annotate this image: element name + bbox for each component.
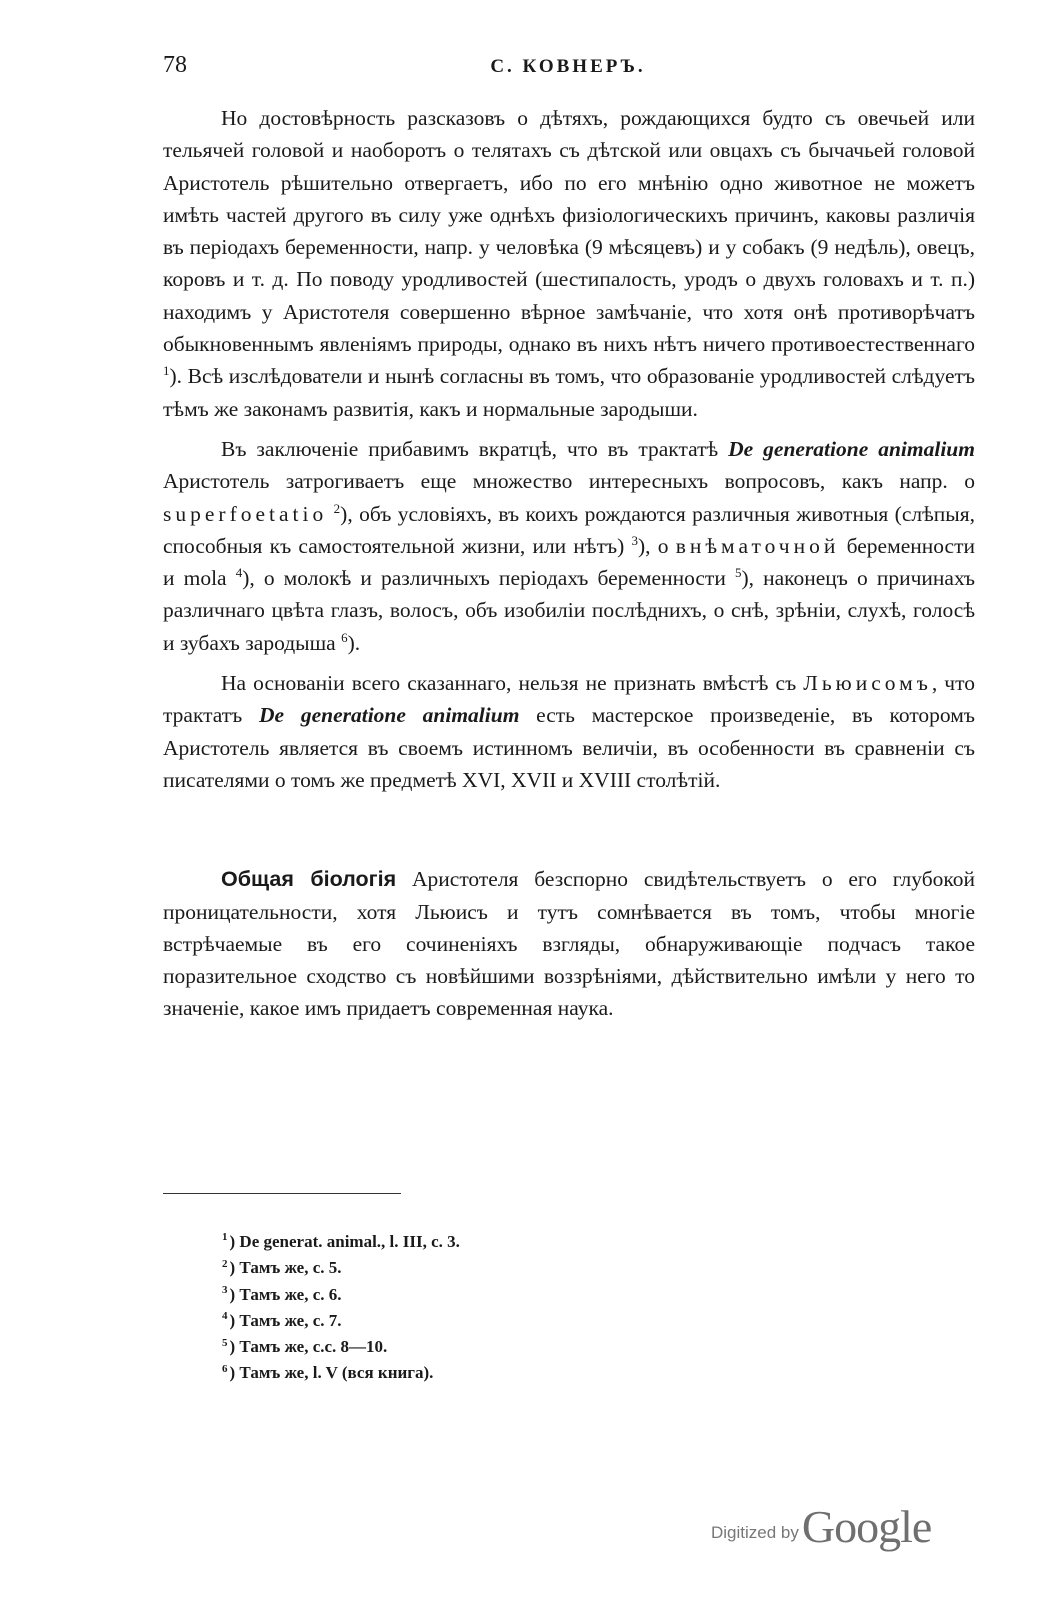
paragraph-2: Въ заключеніе прибавимъ вкратцѣ, что въ трактатѣ De generatione animalium Аристотель затрогиваетъ еще множество интересныхъ вопросовъ, какъ напр. о superfoetatio $^2$), объ условіяхъ, въ коихъ рождаются различныя животныя (слѣпыя, способныя къ самостоятельной жизни, или нѣтъ) $^3$), о внѣматочной беременности и mola $^4$), о молокѣ и различныхъ періодахъ беременности $^5$), наконецъ о причинахъ различнаго цвѣта глазъ, волосъ, объ изобиліи послѣднихъ, о снѣ, зрѣніи, слухѣ, голосѣ и зубахъ зародыша $^6$). — [163, 436, 976, 655]
google-logo: Google — [801, 1501, 932, 1552]
footnote-ref-4: 4 — [235, 565, 243, 580]
paragraph-2-text-c: , объ условіяхъ, въ коихъ рождаются различныя животныя (слѣпыя, способныя къ самостоятельной жизни, или нѣтъ) — [163, 501, 976, 558]
footnote — [222, 1229, 922, 1255]
footnote-ref-2: 2 — [333, 500, 341, 516]
footnote-mark: 6 — [222, 1362, 228, 1375]
footnote-mark: 5 — [222, 1336, 228, 1349]
footnote-text: ) Тамъ же, с.с. 8—10. — [229, 1337, 388, 1357]
footnote-text: ) Тамъ же, с. 7. — [229, 1310, 342, 1330]
treatise-title-2: De generatione animalium — [259, 703, 520, 728]
page-header — [163, 52, 973, 88]
paragraph-3-text-b: , что трактатъ — [163, 671, 975, 728]
footnote-text: ) De generat. animal., l. III, c. 3. — [229, 1232, 460, 1251]
paragraph-2-text-b: Аристотель затрогиваетъ еще множество интересныхъ вопросовъ, какъ напр. о — [163, 469, 975, 494]
paragraph-2-text-e: беременности и mola — [163, 533, 975, 591]
footnote-ref-3: 3 — [631, 532, 638, 548]
paragraph-2-text-g: , наконецъ о причинахъ различнаго цвѣта глазъ, волосъ, объ изобиліи послѣднихъ, о снѣ, зрѣніи, слухѣ, голосѣ и зубахъ зародыша — [163, 566, 976, 655]
footnote-mark: 2 — [222, 1257, 228, 1270]
footnote — [222, 1308, 922, 1334]
digitized-watermark — [711, 1500, 931, 1553]
paragraph-1-tail: . Всѣ изслѣдователи и нынѣ согласны въ томъ, что образованіе уродливостей слѣдуетъ тѣмъ же законамъ развитія, какъ и нормальные зародыши. — [163, 364, 975, 421]
footnote-ref-5: 5 — [734, 565, 742, 580]
treatise-title: De generatione animalium — [728, 436, 975, 461]
body-text — [163, 102, 975, 1025]
paragraph-3-text-a: На основаніи всего сказаннаго, нельзя не признать вмѣстѣ съ — [221, 671, 804, 696]
paragraph-1-text: Но достовѣрность разсказовъ о дѣтяхъ, рождающихся будто съ овечьей или тельячей головой и наоборотъ о телятахъ съ дѣтской или овцахъ съ бычачьей головой Аристотель рѣшительно отвергаетъ, ибо по его мнѣнію одно животное не можетъ имѣть частей другого въ силу уже однѣхъ физіологическихъ причинъ, каковы различія въ періодахъ беременности, напр. у человѣка (9 мѣсяцевъ) и у собакъ (9 недѣль), овецъ, коровъ и т. д. По поводу уродливостей (шестипалость, уродъ о двухъ головахъ и т. п.) находимъ у Аристотеля совершенно вѣрное замѣчаніе, что хотя онѣ противорѣчатъ обыкновеннымъ явленіямъ природы, однако въ нихъ нѣтъ ничего противоестественнаго — [163, 106, 975, 357]
footnote — [222, 1334, 922, 1360]
page-number: 78 — [163, 52, 187, 78]
watermark-prefix: Digitized by — [711, 1523, 799, 1542]
footnotes — [222, 1229, 922, 1387]
paragraph-2-text-d: , о — [645, 533, 676, 558]
running-head: С. КОВНЕРЪ. — [490, 56, 646, 77]
paragraph-3-text-c: есть мастерское произведеніе, въ которомъ Аристотель является въ своемъ истинномъ величіи, въ особенности въ сравненіи съ писателями о томъ же предметѣ XVI, XVII и XVIII столѣтій. — [163, 703, 975, 792]
footnote — [222, 1360, 922, 1386]
footnote-text: ) Тамъ же, l. V (вся книга). — [229, 1363, 434, 1383]
paragraph-1: Но достовѣрность разсказовъ о дѣтяхъ, рождающихся будто съ овечьей или тельячей головой и наоборотъ о телятахъ съ дѣтской или овцахъ съ бычачьей головой Аристотель рѣшительно отвергаетъ, ибо по его мнѣнію одно животное не можетъ имѣть частей другого въ силу уже однѣхъ физіологическихъ причинъ, каковы различія въ періодахъ беременности, напр. у человѣка (9 мѣсяцевъ) и у собакъ (9 недѣль), овецъ, коровъ и т. д. По поводу уродливостей (шестипалость, уродъ о двухъ головахъ и т. п.) находимъ у Аристотеля совершенно вѣрное замѣчаніе, что хотя онѣ противорѣчатъ обыкновеннымъ явленіямъ природы, однако въ нихъ нѣтъ ничего противоестественнаго $^1$). Всѣ изслѣдователи и нынѣ согласны въ томъ, что образованіе уродливостей слѣдуетъ тѣмъ же законамъ развитія, какъ и нормальные зародыши. — [163, 106, 975, 421]
footnote — [222, 1255, 922, 1281]
paragraph-2-text-h: . — [354, 630, 361, 655]
footnote-mark: 1 — [222, 1231, 228, 1244]
paragraph-2-text-a: Въ заключеніе прибавимъ вкратцѣ, что въ трактатѣ — [221, 436, 729, 461]
author-name-lewes: Льюисомъ — [803, 671, 932, 696]
footnote-mark: 4 — [222, 1310, 228, 1323]
section-lead: Общая біологія — [221, 867, 397, 892]
footnote-ref-6: 6 — [341, 629, 348, 645]
paragraph-2-text-f: , о молокѣ и различныхъ періодахъ беременности — [249, 566, 726, 591]
paragraph-4-text: Аристотеля безспорно свидѣтельствуетъ о его глубокой проницательности, хотя Льюисъ и тутъ сомнѣвается въ томъ, чтобы многіе встрѣчаемые въ его сочиненіяхъ взгляды, обнаруживающіе подчасъ такое поразительное сходство съ новѣйшими воззрѣніями, дѣйствительно имѣли у него то значеніе, какое имъ придаетъ современная наука. — [163, 867, 976, 1021]
term-superfoetatio: superfoetatio — [163, 501, 328, 526]
footnote-text: ) Тамъ же, с. 5. — [229, 1258, 342, 1278]
footnote-ref-1: 1 — [163, 363, 170, 379]
paragraph-3 — [163, 667, 975, 796]
footnote-mark: 3 — [222, 1283, 228, 1296]
term-extrauterine: внѣматочной — [675, 533, 840, 558]
footnote — [222, 1282, 922, 1308]
footnote-divider — [163, 1193, 401, 1194]
footnote-text: ) Тамъ же, с. 6. — [229, 1284, 342, 1304]
paragraph-4 — [163, 863, 975, 1024]
